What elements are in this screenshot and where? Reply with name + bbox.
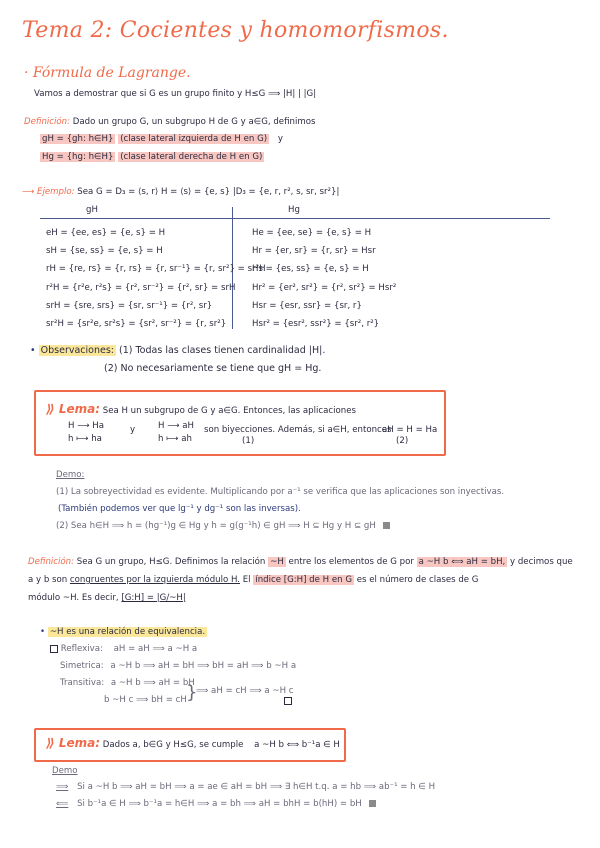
left-coset-row: sH = {se, ss} = {e, s} = H <box>46 246 163 257</box>
transitive-result: ⟹ aH = cH ⟹ a ~H c <box>196 686 294 696</box>
definition-text: Dado un grupo G, un subgrupo H de G y a∈G, definimos <box>72 117 316 127</box>
definition-2-text-3: y decimos que <box>510 557 573 567</box>
equivalence-title: ~H es una relación de equivalencia. <box>49 627 206 637</box>
left-coset-line <box>40 134 283 144</box>
left-coset-row: sr²H = {sr²e, sr²s} = {sr², sr⁻²} = {r, sr²} <box>46 319 227 330</box>
definition-2-text-6: es el número de clases de G <box>356 575 479 585</box>
table-horizontal-rule <box>40 218 550 219</box>
table-header-left: gH <box>86 205 98 215</box>
lemma-2-equivalence: a ~H b ⟺ b⁻¹a ∈ H <box>254 740 340 750</box>
definition-label: Definición: <box>24 117 71 127</box>
lemma-1-map-1a: H ⟶ Ha <box>68 421 104 431</box>
example-label: ⟶ Ejemplo: <box>22 187 75 197</box>
curly-brace: } <box>186 682 198 703</box>
example-text: Sea G = D₃ = ⟨s, r⟩ H = ⟨s⟩ = {e, s} |D₃ = {e, r, r², s, sr, sr²}| <box>77 187 340 197</box>
definition-2-line-1 <box>28 557 573 567</box>
right-coset-row: Hr = {er, sr} = {r, sr} = Hsr <box>252 246 376 257</box>
example-heading <box>22 187 339 197</box>
demo-1-line-3-wrapper <box>56 521 390 531</box>
left-coset-description: (clase lateral izquierda de H en G) <box>120 134 268 144</box>
definition-2-text-7: módulo ~H. Es decir, <box>28 593 119 603</box>
section-heading-lagrange: · Fórmula de Lagrange. <box>24 65 191 81</box>
lemma-1-map-2a: H ⟶ aH <box>158 421 194 431</box>
intro-text: Vamos a demostrar que si G es un grupo finito y H≤G ⟹ |H| | |G| <box>34 89 317 99</box>
index-formula: [G:H] = |G/~H| <box>121 593 186 603</box>
lemma-1-number-2: (2) <box>396 436 409 446</box>
conjunction: y <box>277 134 283 144</box>
lemma-2-text: Dados a, b∈G y H≤G, se cumple <box>102 740 244 750</box>
lemma-1-number-1: (1) <box>242 436 255 446</box>
definition-2-text-5: El <box>242 575 251 585</box>
checkbox-square-icon <box>50 645 58 653</box>
observations-line-1: • Observaciones: (1) Todas las clases tienen cardinalidad |H|. <box>30 345 326 356</box>
page-title: Tema 2: Cocientes y homomorfismos. <box>22 18 449 43</box>
congruence-term: congruentes por la izquierda módulo H. <box>69 575 241 585</box>
demo-1-line-1: (1) La sobreyectividad es evidente. Multiplicando por a⁻¹ se verifica que las aplicaciones son inyectivas. <box>56 487 505 497</box>
lemma-1-statement <box>46 402 356 416</box>
definition-2-label: Definición: <box>28 557 75 567</box>
demo-2-label: Demo <box>52 766 78 776</box>
qed-empty-square-icon <box>284 696 292 706</box>
transitive-step-1: a ~H b ⟹ aH = bH <box>110 678 195 688</box>
left-coset-row: srH = {sre, srs} = {sr, sr⁻¹} = {r², sr} <box>46 300 213 311</box>
demo-2-line-1 <box>56 782 435 792</box>
lemma-1-equality: aH = H = Ha <box>382 425 438 435</box>
right-coset-row: He = {ee, se} = {e, s} = H <box>252 228 372 238</box>
lemma-1-text: Sea H un subgrupo de G y a∈G. Entonces, las aplicaciones <box>102 406 356 416</box>
left-cosets-column <box>46 224 266 333</box>
right-coset-row: Hr² = {er², sr²} = {r², sr²} = Hsr² <box>252 282 397 293</box>
demo-2-backward: Si b⁻¹a ∈ H ⟹ b⁻¹a = h∈H ⟹ a = bh ⟹ aH = bhH = b(hH) = bH <box>77 799 362 809</box>
qed-square-icon <box>383 522 390 529</box>
left-coset-row: r²H = {r²e, r²s} = {r², sr⁻²} = {r², sr} = srH <box>46 282 236 293</box>
lemma-2-statement <box>46 736 340 750</box>
lemma-1-label: ⟫ Lema: <box>46 402 101 416</box>
right-coset-line <box>40 152 264 162</box>
symmetric-label: Simetrica: <box>60 661 104 671</box>
demo-2-line-2 <box>56 799 376 809</box>
right-coset-row: Hs = {es, ss} = {e, s} = H <box>252 264 369 275</box>
transitive-step-2: b ~H c ⟹ bH = cH <box>104 695 187 705</box>
demo-1-line-2: (También podemos ver que lg⁻¹ y dg⁻¹ son las inversas). <box>58 504 301 514</box>
relation-definition: a ~H b ⟺ aH = bH, <box>418 557 506 567</box>
reflexive-proof: aH = aH ⟹ a ~H a <box>113 644 198 654</box>
backward-arrow-icon: ⟸ <box>56 799 69 809</box>
lemma-1-rest: son biyecciones. Además, si a∈H, entonces <box>204 425 392 435</box>
index-term: índice [G:H] de H en G <box>255 575 352 585</box>
symmetric-proof: a ~H b ⟹ aH = bH ⟹ bH = aH ⟹ b ~H a <box>110 661 297 671</box>
right-coset-row: Hsr = {esr, ssr} = {sr, r} <box>252 300 362 311</box>
left-coset-formula: gH = {gh: h∈H} <box>42 134 114 144</box>
right-coset-row: Hsr² = {esr², ssr²} = {sr², r²} <box>252 319 380 330</box>
lemma-1-map-1b: h ⟼ ha <box>68 434 102 444</box>
lemma-1-and: y <box>130 425 136 435</box>
demo-1-line-3: (2) Sea h∈H ⟹ h = (hg⁻¹)g ∈ Hg y h = g(g⁻¹h) ∈ gH ⟹ H ⊆ Hg y H ⊆ gH <box>56 521 376 531</box>
table-header-right: Hg <box>288 205 300 215</box>
transitive-label: Transitiva: <box>60 678 105 688</box>
left-coset-row: rH = {re, rs} = {r, rs} = {r, sr⁻¹} = {r, sr²} = sr²H <box>46 264 266 275</box>
symmetric-line <box>60 661 296 671</box>
demo-1-label: Demo: <box>56 470 85 480</box>
right-coset-formula: Hg = {hg: h∈H} <box>42 152 114 162</box>
bullet: • <box>40 627 46 637</box>
relation-symbol: ~H <box>270 557 284 567</box>
observation-2: (2) No necesariamente se tiene que gH = Hg. <box>104 363 322 374</box>
definition-2-text-1: Sea G un grupo, H≤G. Definimos la relación <box>76 557 266 567</box>
observation-1: (1) Todas las clases tienen cardinalidad |H|. <box>119 345 326 356</box>
equivalence-heading <box>40 627 207 637</box>
reflexive-line <box>50 644 197 654</box>
lemma-2-label: ⟫ Lema: <box>46 736 101 750</box>
definition-2-text-4: a y b son <box>28 575 68 585</box>
reflexive-label: Reflexiva: <box>60 644 103 654</box>
transitive-line-1 <box>60 678 195 688</box>
demo-2-forward: Si a ~H b ⟹ aH = bH ⟹ a = ae ∈ aH = bH ⟹ ∃ h∈H t.q. a = hb ⟹ ab⁻¹ = h ∈ H <box>77 782 436 792</box>
observations-label: Observaciones: <box>40 345 114 356</box>
definition-2-line-2 <box>28 575 478 585</box>
definition-2-line-3 <box>28 593 186 603</box>
right-coset-description: (clase lateral derecha de H en G) <box>120 152 263 162</box>
definition-2-text-2: entre los elementos de G por <box>288 557 414 567</box>
left-coset-row: eH = {ee, es} = {e, s} = H <box>46 228 166 238</box>
lemma-1-map-2b: h ⟼ ah <box>158 434 192 444</box>
forward-arrow-icon: ⟹ <box>56 782 69 792</box>
definition-1 <box>24 117 315 127</box>
right-cosets-column <box>252 224 396 333</box>
qed-square-icon <box>369 800 376 807</box>
